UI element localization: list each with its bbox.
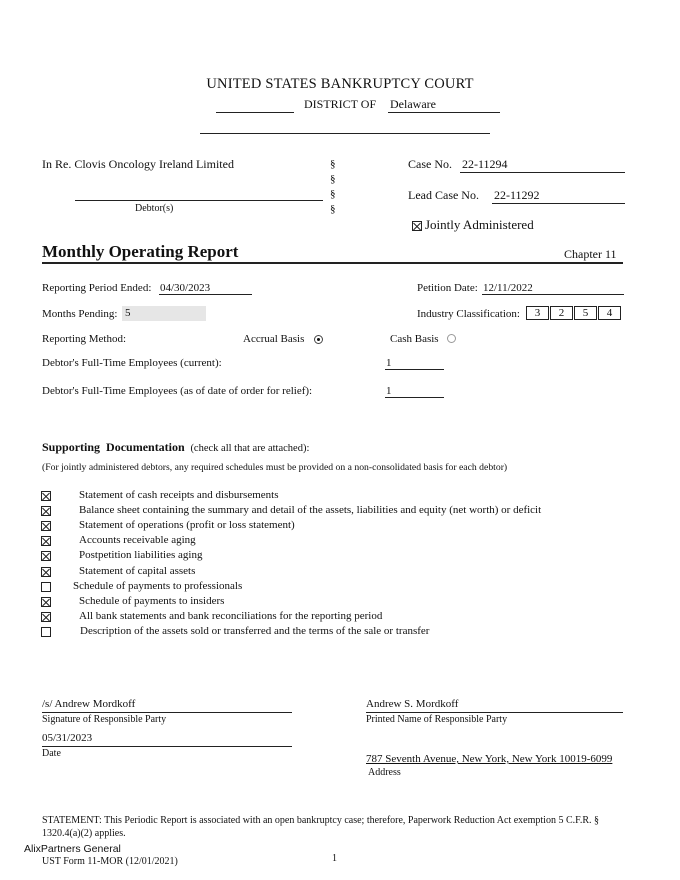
printed-name-label: Printed Name of Responsible Party	[366, 714, 508, 725]
documentation-item-label: Statement of cash receipts and disbursements	[79, 489, 279, 501]
employees-current-field	[385, 357, 444, 370]
supporting-heading-note: (check all that are attached):	[190, 443, 310, 454]
date-rule	[42, 746, 292, 747]
petition-date-field	[482, 282, 624, 295]
accrual-basis-radio[interactable]	[314, 335, 323, 344]
date-label: Date	[42, 748, 61, 759]
lead-case-no-field	[492, 188, 625, 204]
case-no-field	[460, 157, 625, 173]
months-pending-value: 5	[125, 307, 131, 319]
supporting-heading-line	[42, 440, 309, 455]
header-rule	[200, 133, 490, 134]
court-title: UNITED STATES BANKRUPTCY COURT	[206, 76, 474, 92]
lead-case-no-label: Lead Case No.	[408, 188, 479, 202]
reporting-period-field	[159, 282, 252, 295]
page-number: 1	[332, 853, 337, 864]
signature-label: Signature of Responsible Party	[42, 714, 167, 725]
petition-date-label: Petition Date:	[417, 282, 478, 294]
date-value: 05/31/2023	[42, 732, 93, 744]
documentation-checkbox[interactable]	[41, 627, 51, 637]
signature-rule	[42, 712, 292, 713]
section-symbol-3: §	[330, 188, 336, 200]
reporting-period-label: Reporting Period Ended:	[42, 282, 152, 294]
printed-name-rule	[366, 712, 623, 713]
address-label: Address	[368, 767, 401, 778]
in-re-line	[42, 157, 234, 172]
statement: STATEMENT: This Periodic Report is associated with an open bankruptcy case; therefore, Paperwork Reduction Act exemption 5 C.F.R. § 1320.4(a)(2) applies.	[42, 815, 600, 839]
in-re-label: In Re.	[42, 157, 72, 171]
industry-digit-box: 3	[526, 306, 549, 320]
documentation-checkbox[interactable]	[41, 597, 51, 607]
documentation-item-label: Accounts receivable aging	[79, 534, 196, 546]
section-symbol-2: §	[330, 173, 336, 185]
employees-relief-value: 1	[386, 385, 392, 397]
documentation-checkbox[interactable]	[41, 536, 51, 546]
case-no-value: 22-11294	[462, 157, 508, 171]
cash-basis-radio[interactable]	[447, 334, 456, 343]
industry-label: Industry Classification:	[417, 308, 520, 320]
jointly-administered-label: Jointly Administered	[425, 217, 534, 232]
report-title: Monthly Operating Report	[42, 242, 239, 261]
section-symbol-4: §	[330, 203, 336, 215]
chapter-label: Chapter 11	[564, 247, 617, 261]
printed-name-value: Andrew S. Mordkoff	[366, 698, 459, 710]
months-pending-label: Months Pending:	[42, 308, 118, 320]
employees-current-label: Debtor's Full-Time Employees (current):	[42, 357, 222, 369]
address-value: 787 Seventh Avenue, New York, New York 10019-6099	[366, 753, 613, 765]
company-name: AlixPartners General	[24, 843, 121, 855]
documentation-item-label: Statement of operations (profit or loss statement)	[79, 519, 295, 531]
documentation-checkbox[interactable]	[41, 582, 51, 592]
supporting-note: (For jointly administered debtors, any required schedules must be provided on a non-consolidated basis for each debtor)	[42, 462, 508, 473]
documentation-item-label: Statement of capital assets	[79, 565, 196, 577]
debtor-rule	[75, 200, 323, 201]
supporting-heading: Supporting Documentation	[42, 440, 185, 454]
industry-digit-box: 4	[598, 306, 621, 320]
documentation-checkbox[interactable]	[41, 612, 51, 622]
documentation-checkbox[interactable]	[41, 506, 51, 516]
industry-digit-box: 2	[550, 306, 573, 320]
title-rule	[42, 262, 623, 264]
case-no-label: Case No.	[408, 157, 452, 171]
months-pending-field	[122, 306, 206, 321]
debtor-name: Clovis Oncology Ireland Limited	[74, 157, 234, 171]
accrual-basis-label: Accrual Basis	[243, 333, 305, 345]
cash-basis-label: Cash Basis	[390, 333, 439, 345]
lead-case-no-value: 22-11292	[494, 188, 540, 202]
reporting-method-label: Reporting Method:	[42, 333, 127, 345]
form-id: UST Form 11-MOR (12/01/2021)	[42, 856, 178, 867]
documentation-item-label: Description of the assets sold or transferred and the terms of the sale or transfer	[80, 625, 430, 637]
industry-digit-box: 5	[574, 306, 597, 320]
district-value	[388, 97, 500, 113]
district-left-rule	[216, 112, 294, 113]
petition-date-value: 12/11/2022	[483, 282, 533, 294]
employees-current-value: 1	[386, 357, 392, 369]
documentation-checkbox[interactable]	[41, 521, 51, 531]
district-value-text: Delaware	[390, 97, 436, 111]
reporting-period-value: 04/30/2023	[160, 282, 211, 294]
jointly-administered-checkbox[interactable]	[412, 221, 422, 231]
section-symbol-1: §	[330, 158, 336, 170]
documentation-item-label: Schedule of payments to professionals	[73, 580, 243, 592]
documentation-checkbox[interactable]	[41, 551, 51, 561]
documentation-checkbox[interactable]	[41, 491, 51, 501]
signature-value: /s/ Andrew Mordkoff	[42, 698, 136, 710]
documentation-checkbox[interactable]	[41, 567, 51, 577]
employees-relief-label: Debtor's Full-Time Employees (as of date of order for relief):	[42, 385, 313, 397]
documentation-item-label: Balance sheet containing the summary and detail of the assets, liabilities and equity (net worth) or deficit	[79, 504, 542, 516]
debtors-label: Debtor(s)	[135, 203, 174, 214]
district-label: DISTRICT OF	[304, 97, 377, 111]
documentation-item-label: Schedule of payments to insiders	[79, 595, 225, 607]
industry-boxes	[526, 306, 622, 320]
employees-relief-field	[385, 385, 444, 398]
documentation-item-label: All bank statements and bank reconciliations for the reporting period	[79, 610, 383, 622]
documentation-item-label: Postpetition liabilities aging	[79, 549, 203, 561]
